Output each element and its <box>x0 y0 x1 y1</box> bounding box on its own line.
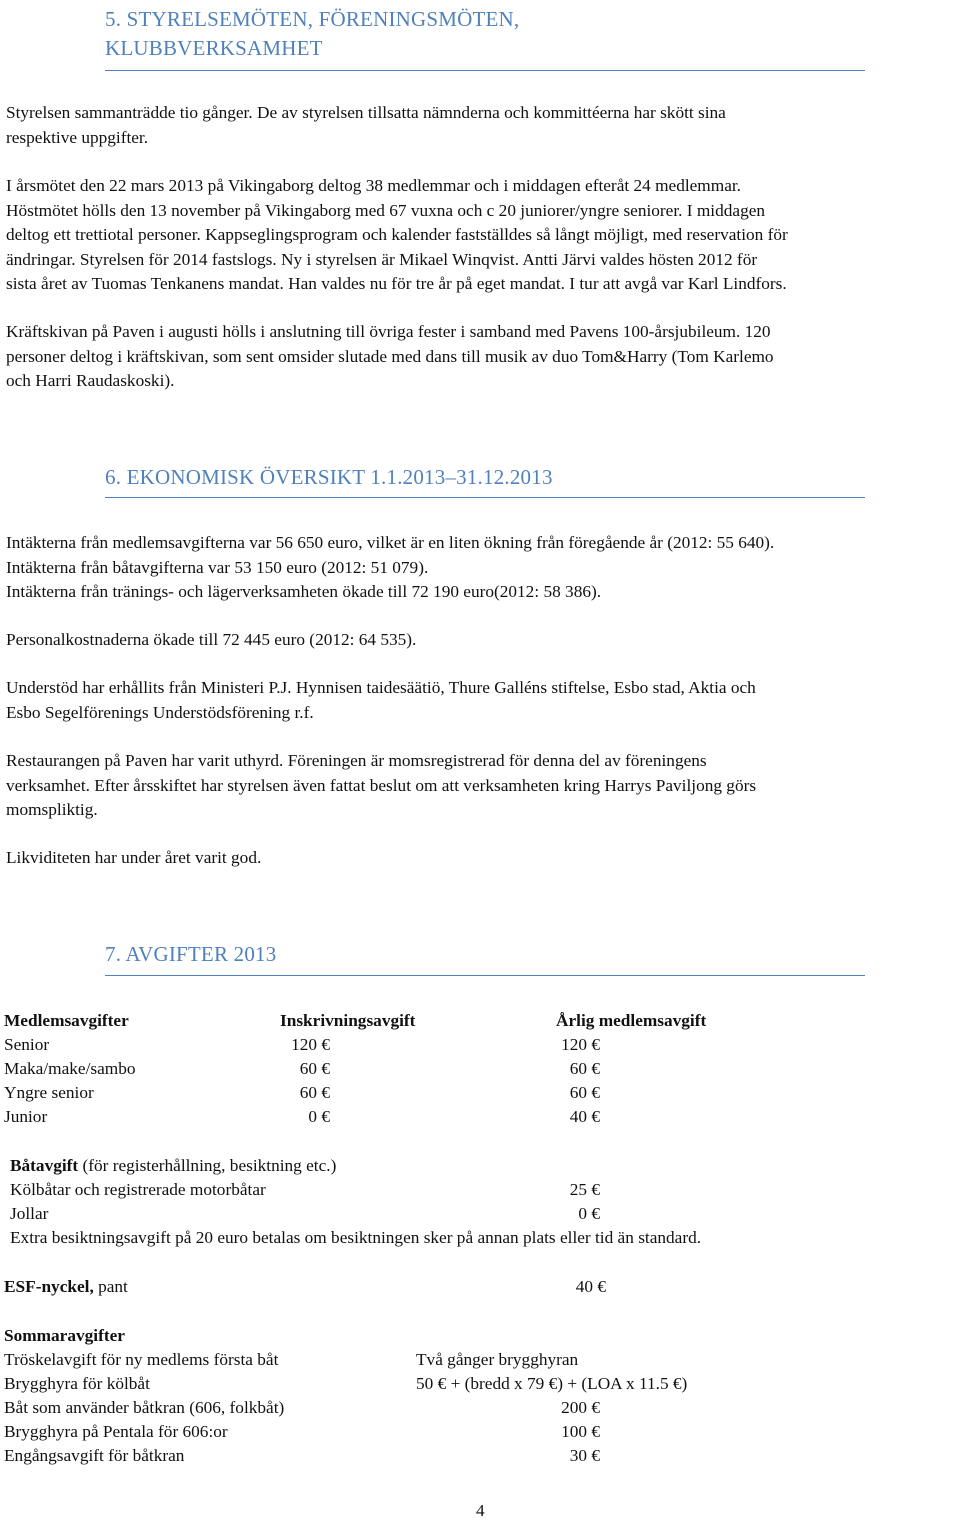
summer-fee-label: Brygghyra på Pentala för 606:or <box>4 1422 228 1441</box>
paragraph <box>6 676 756 725</box>
text-line: Intäkterna från medlemsavgifterna var 56 650 euro, vilket är en liten ökning från föregående år (2012: 55 640). <box>6 533 775 552</box>
text-line: personer deltog i kräftskivan, som sent omsider slutade med dans till musik av duo Tom&Harry (Tom Karlemo <box>6 346 774 366</box>
table-cell: 120 € <box>291 1035 330 1054</box>
text-line: Personalkostnaderna ökade till 72 445 euro (2012: 64 535). <box>6 630 417 649</box>
text-line: Esbo Segelförenings Understödsförening r.f. <box>6 702 314 722</box>
esf-key-value: 40 € <box>575 1277 606 1296</box>
text-line: I årsmötet den 22 mars 2013 på Vikingaborg deltog 38 medlemmar och i middagen efteråt 24 medlemmar. <box>6 176 741 195</box>
section-5-rule <box>105 70 865 71</box>
paragraph <box>6 320 774 394</box>
table-header: Årlig medlemsavgift <box>556 1011 707 1030</box>
summer-fee-value: Två gånger brygghyran <box>416 1350 579 1369</box>
text-line: respektive uppgifter. <box>6 127 149 147</box>
section-6-title: 6. EKONOMISK ÖVERSIKT 1.1.2013–31.12.2013 <box>105 465 553 489</box>
text-line: Kräftskivan på Paven i augusti hölls i anslutning till övriga fester i samband med Pavens 100-årsjubileum. 120 <box>6 322 771 341</box>
summer-fee-value: 100 € <box>561 1422 600 1441</box>
table-cell: Junior <box>4 1107 48 1126</box>
table-cell: Senior <box>4 1035 50 1054</box>
esf-key-label <box>4 1275 128 1299</box>
boat-fee-value: 0 € <box>578 1204 600 1223</box>
text-line: Restaurangen på Paven har varit uthyrd. Föreningen är momsregistrerad för denna del av föreningens <box>6 751 707 770</box>
text-line: verksamhet. Efter årsskiftet har styrelsen även fattat beslut om att verksamheten kring Harrys Paviljong görs <box>6 775 757 795</box>
table-cell: 60 € <box>299 1083 330 1102</box>
paragraph <box>6 628 416 653</box>
summer-fee-label: Engångsavgift för båtkran <box>4 1446 185 1465</box>
boat-fee-heading-bold: Båtavgift <box>10 1156 79 1175</box>
table-cell: 60 € <box>569 1083 600 1102</box>
table-cell: 60 € <box>569 1059 600 1078</box>
paragraph <box>6 749 756 823</box>
boat-fee-label: Kölbåtar och registrerade motorbåtar <box>10 1180 266 1199</box>
page-number: 4 <box>476 1501 485 1520</box>
section-5-title-line2: KLUBBVERKSAMHET <box>105 36 323 60</box>
text-line: sista året av Tuomas Tenkanens mandat. Han valdes nu för tre år på eget mandat. I tur att avgå var Karl Lindfors. <box>6 274 787 293</box>
section-6-rule <box>105 497 865 498</box>
summer-fee-value: 30 € <box>569 1446 600 1465</box>
esf-key-label-rest: pant <box>93 1277 128 1296</box>
text-line: och Harri Raudaskoski). <box>6 371 175 390</box>
table-header: Medlemsavgifter <box>4 1011 129 1030</box>
text-line: Intäkterna från tränings- och lägerverksamheten ökade till 72 190 euro(2012: 58 386). <box>6 582 602 601</box>
paragraph <box>6 174 788 297</box>
boat-fee-heading <box>10 1154 336 1178</box>
boat-fee-label: Jollar <box>10 1204 49 1223</box>
paragraph <box>6 846 261 871</box>
table-cell: Maka/make/sambo <box>4 1059 136 1078</box>
summer-fee-value: 200 € <box>561 1398 600 1417</box>
boat-fee-heading-rest: (för registerhållning, besiktning etc.) <box>78 1156 337 1175</box>
text-line: ändringar. Styrelsen för 2014 fastslogs. Ny i styrelsen är Mikael Winqvist. Antti Järvi valdes hösten 2012 för <box>6 249 758 269</box>
summer-fee-value: 50 € + (bredd x 79 €) + (LOA x 11.5 €) <box>416 1374 688 1393</box>
text-line: momspliktig. <box>6 800 98 819</box>
summer-fee-label: Båt som använder båtkran (606, folkbåt) <box>4 1398 285 1417</box>
section-5-title-line1: 5. STYRELSEMÖTEN, FÖRENINGSMÖTEN, <box>105 7 520 31</box>
esf-key-label-bold: ESF-nyckel, <box>4 1277 94 1296</box>
boat-fee-value: 25 € <box>569 1180 600 1199</box>
table-cell: Yngre senior <box>4 1083 94 1102</box>
paragraph <box>6 531 774 605</box>
section-7-rule <box>105 975 865 976</box>
table-cell: 40 € <box>569 1107 600 1126</box>
section-7-title: 7. AVGIFTER 2013 <box>105 942 277 966</box>
table-cell: 120 € <box>561 1035 600 1054</box>
text-line: Intäkterna från båtavgifterna var 53 150 euro (2012: 51 079). <box>6 557 429 577</box>
summer-fees-heading: Sommaravgifter <box>4 1326 125 1345</box>
text-line: deltog ett trettiotal personer. Kappseglingsprogram och kalender fastställdes så långt möjligt, med reservation för <box>6 225 788 244</box>
table-header: Inskrivningsavgift <box>280 1011 416 1030</box>
table-cell: 0 € <box>308 1107 330 1126</box>
text-line: Styrelsen sammanträdde tio gånger. De av styrelsen tillsatta nämnderna och kommittéerna har skött sina <box>6 103 726 122</box>
table-cell: 60 € <box>299 1059 330 1078</box>
paragraph <box>6 101 726 150</box>
text-line: Höstmötet hölls den 13 november på Vikingaborg med 67 vuxna och c 20 juniorer/yngre seniorer. I middagen <box>6 200 766 220</box>
summer-fee-label: Tröskelavgift för ny medlems första båt <box>4 1350 279 1369</box>
boat-fee-note: Extra besiktningsavgift på 20 euro betalas om besiktningen sker på annan plats eller tid än standard. <box>10 1228 702 1247</box>
text-line: Likviditeten har under året varit god. <box>6 848 262 867</box>
summer-fee-label: Brygghyra för kölbåt <box>4 1374 150 1393</box>
text-line: Understöd har erhållits från Ministeri P.J. Hynnisen taidesäätiö, Thure Galléns stiftelse, Esbo stad, Aktia och <box>6 678 756 697</box>
